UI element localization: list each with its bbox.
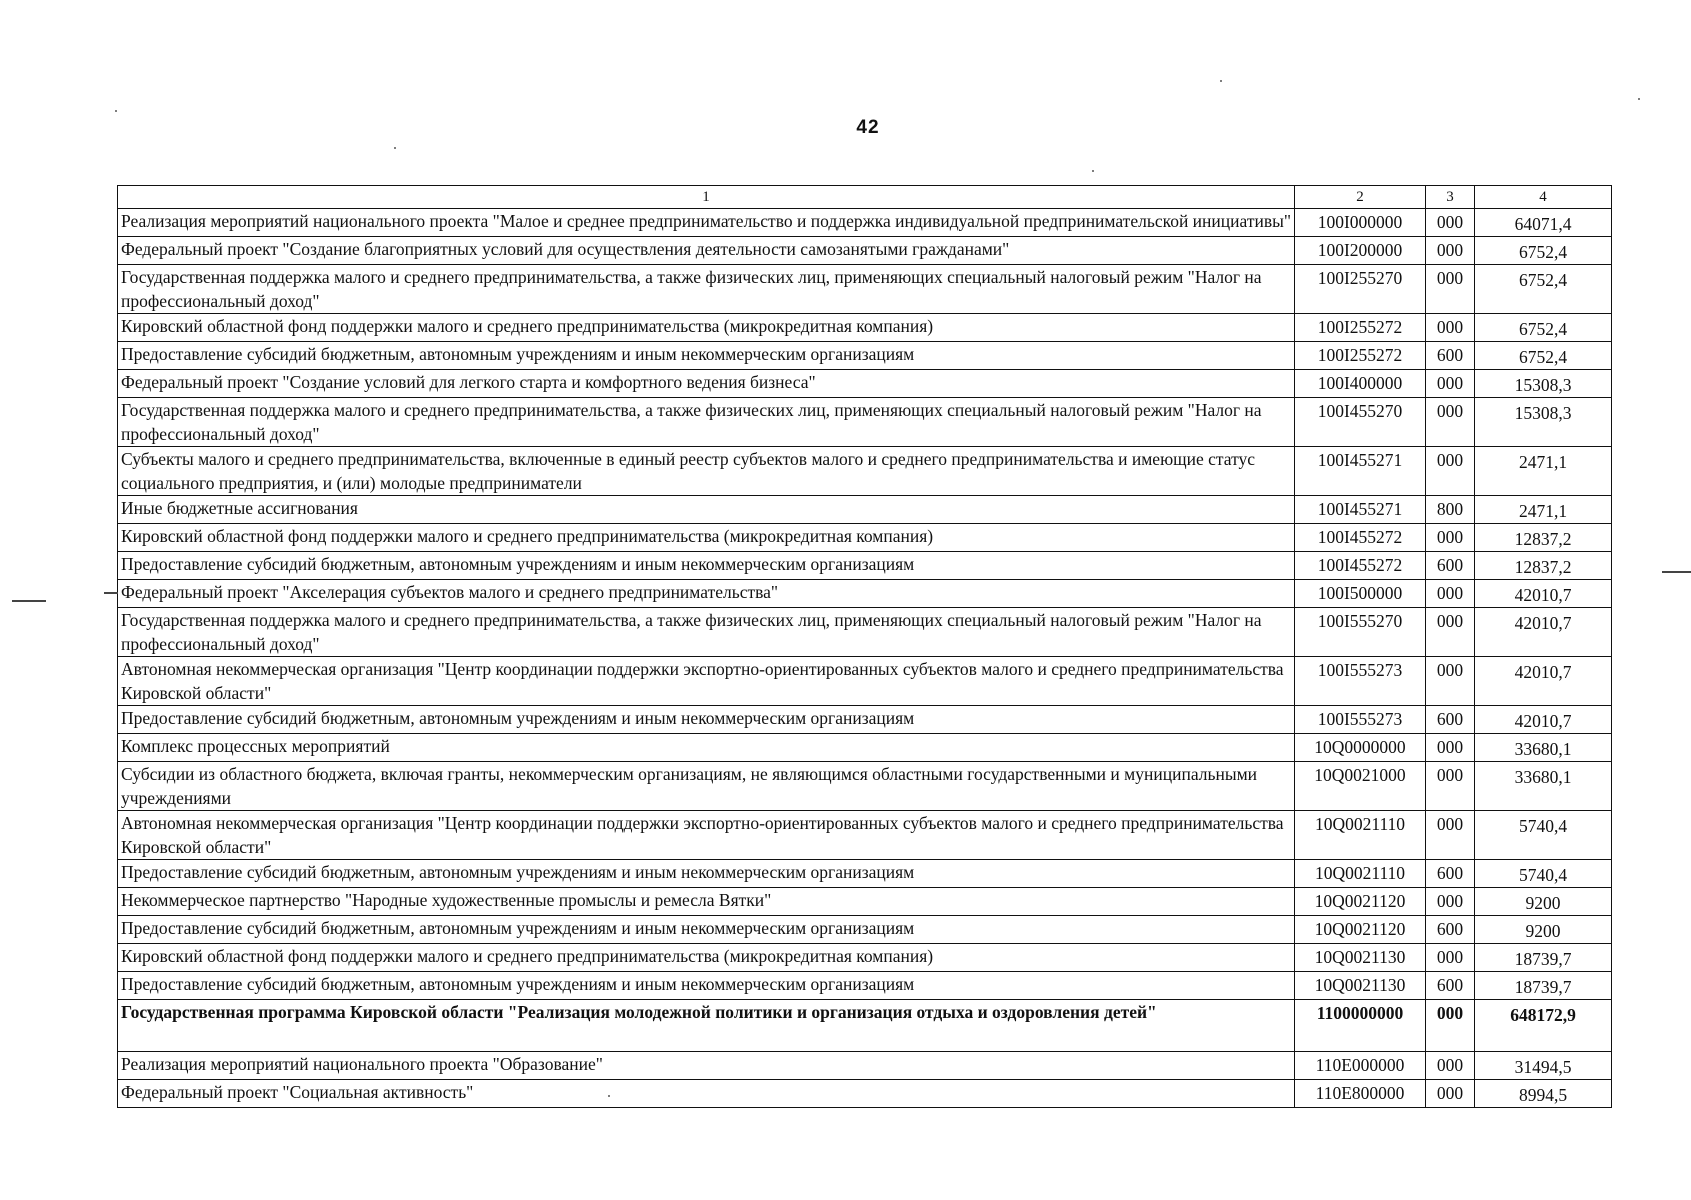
cell-code: 100I455272 <box>1295 524 1426 552</box>
table-row <box>118 811 1612 860</box>
cell-type: 600 <box>1426 552 1475 580</box>
cell-type: 000 <box>1426 811 1475 860</box>
header-col-2: 2 <box>1295 186 1426 209</box>
cell-code: 100I255272 <box>1295 342 1426 370</box>
cell-type: 000 <box>1426 209 1475 237</box>
cell-code: 100I000000 <box>1295 209 1426 237</box>
cell-name: Государственная поддержка малого и среднего предпринимательства, а также физических лиц, применяющих специальный налоговый режим "Налог на профессиональный доход" <box>118 265 1295 314</box>
table-row <box>118 265 1612 314</box>
cell-type: 000 <box>1426 734 1475 762</box>
cell-type: 000 <box>1426 1080 1475 1108</box>
cell-sum: 6752,4 <box>1475 265 1612 314</box>
scan-mark <box>104 592 118 594</box>
cell-code: 100I555270 <box>1295 608 1426 657</box>
scan-dot <box>1220 80 1222 82</box>
cell-name: Федеральный проект "Социальная активность" <box>118 1080 1295 1108</box>
table-row <box>118 370 1612 398</box>
scan-mark <box>12 600 46 602</box>
table-row <box>118 888 1612 916</box>
table-row <box>118 580 1612 608</box>
budget-table <box>117 185 1612 1108</box>
cell-sum: 15308,3 <box>1475 370 1612 398</box>
cell-code: 100I500000 <box>1295 580 1426 608</box>
table-row <box>118 314 1612 342</box>
cell-code: 10Q0021000 <box>1295 762 1426 811</box>
table-body <box>118 209 1612 1108</box>
table-row <box>118 1080 1612 1108</box>
cell-type: 000 <box>1426 265 1475 314</box>
cell-name: Предоставление субсидий бюджетным, автономным учреждениям и иным некоммерческим организациям <box>118 916 1295 944</box>
table-row <box>118 608 1612 657</box>
cell-code: 10Q0021130 <box>1295 972 1426 1000</box>
table-row <box>118 524 1612 552</box>
cell-code: 1100000000 <box>1295 1000 1426 1052</box>
cell-sum: 15308,3 <box>1475 398 1612 447</box>
scan-dot <box>394 147 396 149</box>
cell-sum: 2471,1 <box>1475 496 1612 524</box>
table-row <box>118 916 1612 944</box>
cell-name: Комплекс процессных мероприятий <box>118 734 1295 762</box>
cell-name: Автономная некоммерческая организация "Центр координации поддержки экспортно-ориентированных субъектов малого и среднего предпринимательства Кировской области" <box>118 811 1295 860</box>
cell-code: 100I555273 <box>1295 706 1426 734</box>
cell-name: Федеральный проект "Создание благоприятных условий для осуществления деятельности самозанятыми гражданами" <box>118 237 1295 265</box>
cell-sum: 8994,5 <box>1475 1080 1612 1108</box>
cell-type: 000 <box>1426 762 1475 811</box>
cell-type: 600 <box>1426 916 1475 944</box>
scan-dot <box>115 110 117 112</box>
cell-sum: 5740,4 <box>1475 860 1612 888</box>
cell-type: 000 <box>1426 314 1475 342</box>
cell-code: 100I200000 <box>1295 237 1426 265</box>
cell-type: 000 <box>1426 1000 1475 1052</box>
cell-name: Предоставление субсидий бюджетным, автономным учреждениям и иным некоммерческим организациям <box>118 342 1295 370</box>
cell-code: 100I455271 <box>1295 496 1426 524</box>
cell-type: 000 <box>1426 447 1475 496</box>
cell-code: 10Q0021120 <box>1295 916 1426 944</box>
cell-sum: 18739,7 <box>1475 944 1612 972</box>
cell-code: 10Q0021110 <box>1295 811 1426 860</box>
cell-code: 100I455270 <box>1295 398 1426 447</box>
cell-sum: 12837,2 <box>1475 524 1612 552</box>
cell-name: Предоставление субсидий бюджетным, автономным учреждениям и иным некоммерческим организациям <box>118 706 1295 734</box>
cell-code: 110E800000 <box>1295 1080 1426 1108</box>
table-row <box>118 447 1612 496</box>
table-row <box>118 342 1612 370</box>
cell-name: Реализация мероприятий национального проекта "Малое и среднее предпринимательство и поддержка индивидуальной предпринимательской инициативы" <box>118 209 1295 237</box>
cell-sum: 42010,7 <box>1475 706 1612 734</box>
page-number: 42 <box>856 117 880 138</box>
cell-name: Кировский областной фонд поддержки малого и среднего предпринимательства (микрокредитная компания) <box>118 314 1295 342</box>
cell-name: Некоммерческое партнерство "Народные художественные промыслы и ремесла Вятки" <box>118 888 1295 916</box>
scan-dot <box>608 1095 610 1097</box>
cell-code: 10Q0021110 <box>1295 860 1426 888</box>
table-header-row <box>118 186 1612 209</box>
scan-dot <box>1092 170 1094 172</box>
cell-sum: 9200 <box>1475 916 1612 944</box>
cell-code: 100I255270 <box>1295 265 1426 314</box>
cell-name: Государственная программа Кировской области "Реализация молодежной политики и организация отдыха и оздоровления детей" <box>118 1000 1295 1052</box>
table-row <box>118 496 1612 524</box>
table-row <box>118 657 1612 706</box>
cell-code: 100I455272 <box>1295 552 1426 580</box>
cell-sum: 31494,5 <box>1475 1052 1612 1080</box>
table-row <box>118 860 1612 888</box>
cell-name: Предоставление субсидий бюджетным, автономным учреждениям и иным некоммерческим организациям <box>118 972 1295 1000</box>
cell-code: 100I455271 <box>1295 447 1426 496</box>
cell-sum: 42010,7 <box>1475 580 1612 608</box>
cell-name: Государственная поддержка малого и среднего предпринимательства, а также физических лиц, применяющих специальный налоговый режим "Налог на профессиональный доход" <box>118 608 1295 657</box>
header-col-4: 4 <box>1475 186 1612 209</box>
cell-code: 10Q0021120 <box>1295 888 1426 916</box>
table-row <box>118 972 1612 1000</box>
cell-type: 000 <box>1426 608 1475 657</box>
cell-type: 600 <box>1426 860 1475 888</box>
cell-type: 800 <box>1426 496 1475 524</box>
cell-sum: 6752,4 <box>1475 237 1612 265</box>
header-col-3: 3 <box>1426 186 1475 209</box>
cell-type: 000 <box>1426 657 1475 706</box>
table-row <box>118 762 1612 811</box>
cell-sum: 12837,2 <box>1475 552 1612 580</box>
cell-type: 600 <box>1426 972 1475 1000</box>
cell-sum: 42010,7 <box>1475 657 1612 706</box>
cell-type: 000 <box>1426 398 1475 447</box>
cell-name: Федеральный проект "Акселерация субъектов малого и среднего предпринимательства" <box>118 580 1295 608</box>
scan-dot <box>1638 98 1640 100</box>
cell-sum: 648172,9 <box>1475 1000 1612 1052</box>
table-row <box>118 237 1612 265</box>
cell-type: 000 <box>1426 524 1475 552</box>
cell-type: 000 <box>1426 1052 1475 1080</box>
cell-name: Субсидии из областного бюджета, включая гранты, некоммерческим организациям, не являющимся областными государственными и муниципальными учреждениями <box>118 762 1295 811</box>
cell-sum: 42010,7 <box>1475 608 1612 657</box>
cell-sum: 5740,4 <box>1475 811 1612 860</box>
cell-code: 100I400000 <box>1295 370 1426 398</box>
cell-type: 000 <box>1426 580 1475 608</box>
table-row <box>118 734 1612 762</box>
cell-name: Предоставление субсидий бюджетным, автономным учреждениям и иным некоммерческим организациям <box>118 860 1295 888</box>
table-row <box>118 209 1612 237</box>
cell-type: 000 <box>1426 237 1475 265</box>
table-row <box>118 706 1612 734</box>
cell-name: Реализация мероприятий национального проекта "Образование" <box>118 1052 1295 1080</box>
cell-code: 110E000000 <box>1295 1052 1426 1080</box>
cell-type: 600 <box>1426 706 1475 734</box>
cell-code: 10Q0000000 <box>1295 734 1426 762</box>
cell-sum: 33680,1 <box>1475 762 1612 811</box>
cell-name: Кировский областной фонд поддержки малого и среднего предпринимательства (микрокредитная компания) <box>118 524 1295 552</box>
header-col-1: 1 <box>118 186 1295 209</box>
cell-sum: 2471,1 <box>1475 447 1612 496</box>
cell-type: 600 <box>1426 342 1475 370</box>
cell-sum: 6752,4 <box>1475 314 1612 342</box>
cell-name: Кировский областной фонд поддержки малого и среднего предпринимательства (микрокредитная компания) <box>118 944 1295 972</box>
table-row <box>118 552 1612 580</box>
cell-name: Субъекты малого и среднего предпринимательства, включенные в единый реестр субъектов малого и среднего предпринимательства и имеющие статус социального предприятия, и (или) молодые предприниматели <box>118 447 1295 496</box>
cell-code: 100I555273 <box>1295 657 1426 706</box>
cell-type: 000 <box>1426 888 1475 916</box>
cell-name: Федеральный проект "Создание условий для легкого старта и комфортного ведения бизнеса" <box>118 370 1295 398</box>
cell-sum: 6752,4 <box>1475 342 1612 370</box>
cell-type: 000 <box>1426 944 1475 972</box>
cell-sum: 33680,1 <box>1475 734 1612 762</box>
scan-mark <box>1662 571 1691 573</box>
table-row <box>118 398 1612 447</box>
cell-sum: 9200 <box>1475 888 1612 916</box>
cell-name: Государственная поддержка малого и среднего предпринимательства, а также физических лиц, применяющих специальный налоговый режим "Налог на профессиональный доход" <box>118 398 1295 447</box>
cell-name: Автономная некоммерческая организация "Центр координации поддержки экспортно-ориентированных субъектов малого и среднего предпринимательства Кировской области" <box>118 657 1295 706</box>
table-row <box>118 944 1612 972</box>
cell-name: Предоставление субсидий бюджетным, автономным учреждениям и иным некоммерческим организациям <box>118 552 1295 580</box>
cell-sum: 18739,7 <box>1475 972 1612 1000</box>
cell-sum: 64071,4 <box>1475 209 1612 237</box>
cell-code: 100I255272 <box>1295 314 1426 342</box>
table-row <box>118 1000 1612 1052</box>
cell-name: Иные бюджетные ассигнования <box>118 496 1295 524</box>
cell-type: 000 <box>1426 370 1475 398</box>
cell-code: 10Q0021130 <box>1295 944 1426 972</box>
table-row <box>118 1052 1612 1080</box>
